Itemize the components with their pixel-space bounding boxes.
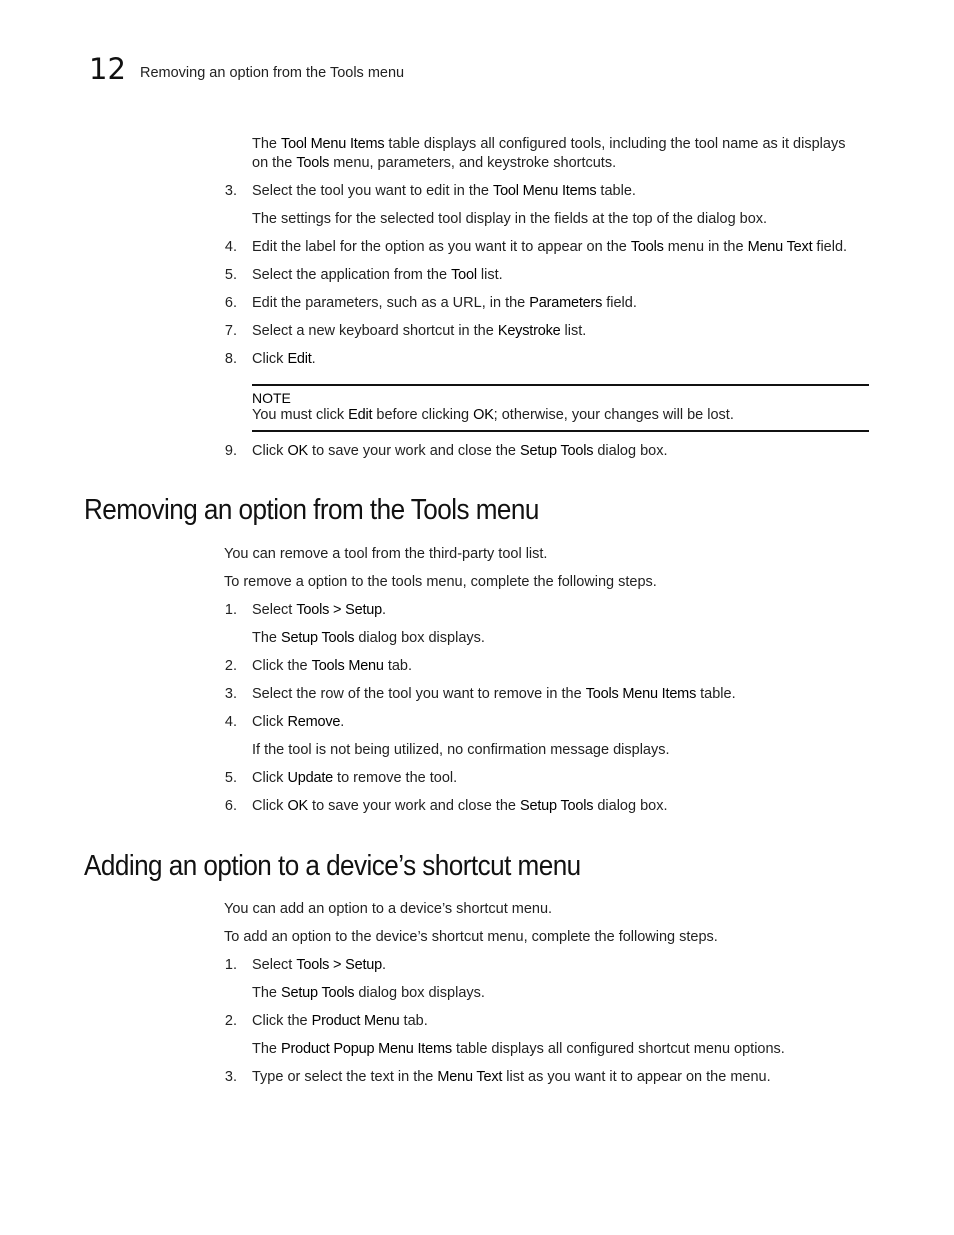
step-text: Click the Tools Menu tab. <box>252 658 413 674</box>
note-box <box>252 384 869 432</box>
step-number: 5. <box>224 267 237 283</box>
ui-term: Menu Text <box>747 239 813 255</box>
step-number: 5. <box>224 770 237 786</box>
step-text: Select Tools > Setup. <box>252 602 387 618</box>
ui-term: Tool Menu Items <box>493 183 597 199</box>
section-heading-remove: Removing an option from the Tools menu <box>84 494 539 526</box>
section-paragraph: You can remove a tool from the third-party tool list. <box>224 546 548 562</box>
ui-term: Tools Menu <box>311 658 384 674</box>
step-number: 8. <box>224 351 237 367</box>
step-text: Click OK to save your work and close the Setup Tools dialog box. <box>252 443 668 459</box>
step-number: 3. <box>224 1069 237 1085</box>
section-paragraph: To remove a option to the tools menu, complete the following steps. <box>224 574 657 590</box>
step-number: 4. <box>224 714 237 730</box>
ui-term: Keystroke <box>497 323 561 339</box>
step-number: 2. <box>224 1013 237 1029</box>
ui-term: Setup Tools <box>520 443 594 459</box>
ui-term: Parameters <box>529 295 603 311</box>
step-subtext: The Setup Tools dialog box displays. <box>252 985 485 1001</box>
step-text: Select the tool you want to edit in the Tool Menu Items table. <box>252 183 636 199</box>
ui-term: Edit <box>348 407 373 423</box>
step-number: 2. <box>224 658 237 674</box>
step-text: Click Update to remove the tool. <box>252 770 458 786</box>
ui-term: Tools > Setup <box>296 957 383 973</box>
ui-term: Tool <box>451 267 477 283</box>
ui-term: Tools Menu Items <box>585 686 697 702</box>
step-text: Select the application from the Tool list. <box>252 267 503 283</box>
step-subtext: The Product Popup Menu Items table displays all configured shortcut menu options. <box>252 1041 785 1057</box>
step-subtext: The settings for the selected tool display in the fields at the top of the dialog box. <box>252 211 768 227</box>
step-text: Select a new keyboard shortcut in the Keystroke list. <box>252 323 587 339</box>
step-number: 1. <box>224 957 237 973</box>
intro-paragraph-line-1: The Tool Menu Items table displays all configured tools, including the tool name as it displays <box>252 136 846 152</box>
ui-term: Product Menu <box>311 1013 400 1029</box>
ui-term: Tools > Setup <box>296 602 383 618</box>
step-text: Edit the parameters, such as a URL, in the Parameters field. <box>252 295 637 311</box>
step-number: 6. <box>224 798 237 814</box>
step-number: 6. <box>224 295 237 311</box>
section-heading-add: Adding an option to a device’s shortcut menu <box>84 850 581 882</box>
step-subtext: If the tool is not being utilized, no confirmation message displays. <box>252 742 670 758</box>
ui-term: Product Popup Menu Items <box>281 1041 452 1057</box>
step-number: 7. <box>224 323 237 339</box>
ui-term: OK <box>287 798 309 814</box>
step-number: 9. <box>224 443 237 459</box>
step-text: Select the row of the tool you want to remove in the Tools Menu Items table. <box>252 686 736 702</box>
ui-term: Menu Text <box>437 1069 503 1085</box>
ui-term: Edit <box>287 351 312 367</box>
ui-term: Tool Menu Items <box>281 136 385 152</box>
running-title: Removing an option from the Tools menu <box>140 65 405 81</box>
step-subtext: The Setup Tools dialog box displays. <box>252 630 485 646</box>
step-text: Type or select the text in the Menu Text list as you want it to appear on the menu. <box>252 1069 771 1085</box>
step-text: Click OK to save your work and close the Setup Tools dialog box. <box>252 798 668 814</box>
ui-term: OK <box>287 443 309 459</box>
chapter-number: 12 <box>89 52 126 86</box>
ui-term: OK <box>473 407 494 423</box>
step-number: 3. <box>224 686 237 702</box>
ui-term: Tools <box>296 155 330 171</box>
ui-term: Setup Tools <box>281 985 355 1001</box>
intro-paragraph-line-2: on the Tools menu, parameters, and keystroke shortcuts. <box>252 155 617 171</box>
section-paragraph: To add an option to the device’s shortcut menu, complete the following steps. <box>224 929 718 945</box>
step-text: Click the Product Menu tab. <box>252 1013 428 1029</box>
ui-term: Update <box>287 770 334 786</box>
step-text: Select Tools > Setup. <box>252 957 387 973</box>
section-paragraph: You can add an option to a device’s shortcut menu. <box>224 901 553 917</box>
ui-term: Tools <box>630 239 664 255</box>
ui-term: Remove <box>287 714 341 730</box>
step-text: Edit the label for the option as you want it to appear on the Tools menu in the Menu Text field. <box>252 239 848 255</box>
ui-term: Setup Tools <box>281 630 355 646</box>
note-text: You must click Edit before clicking OK; otherwise, your changes will be lost. <box>252 407 734 423</box>
step-number: 4. <box>224 239 237 255</box>
step-text: Click Edit. <box>252 351 316 367</box>
step-text: Click Remove. <box>252 714 345 730</box>
ui-term: Setup Tools <box>520 798 594 814</box>
step-number: 3. <box>224 183 237 199</box>
note-label: NOTE <box>252 390 291 406</box>
step-number: 1. <box>224 602 237 618</box>
